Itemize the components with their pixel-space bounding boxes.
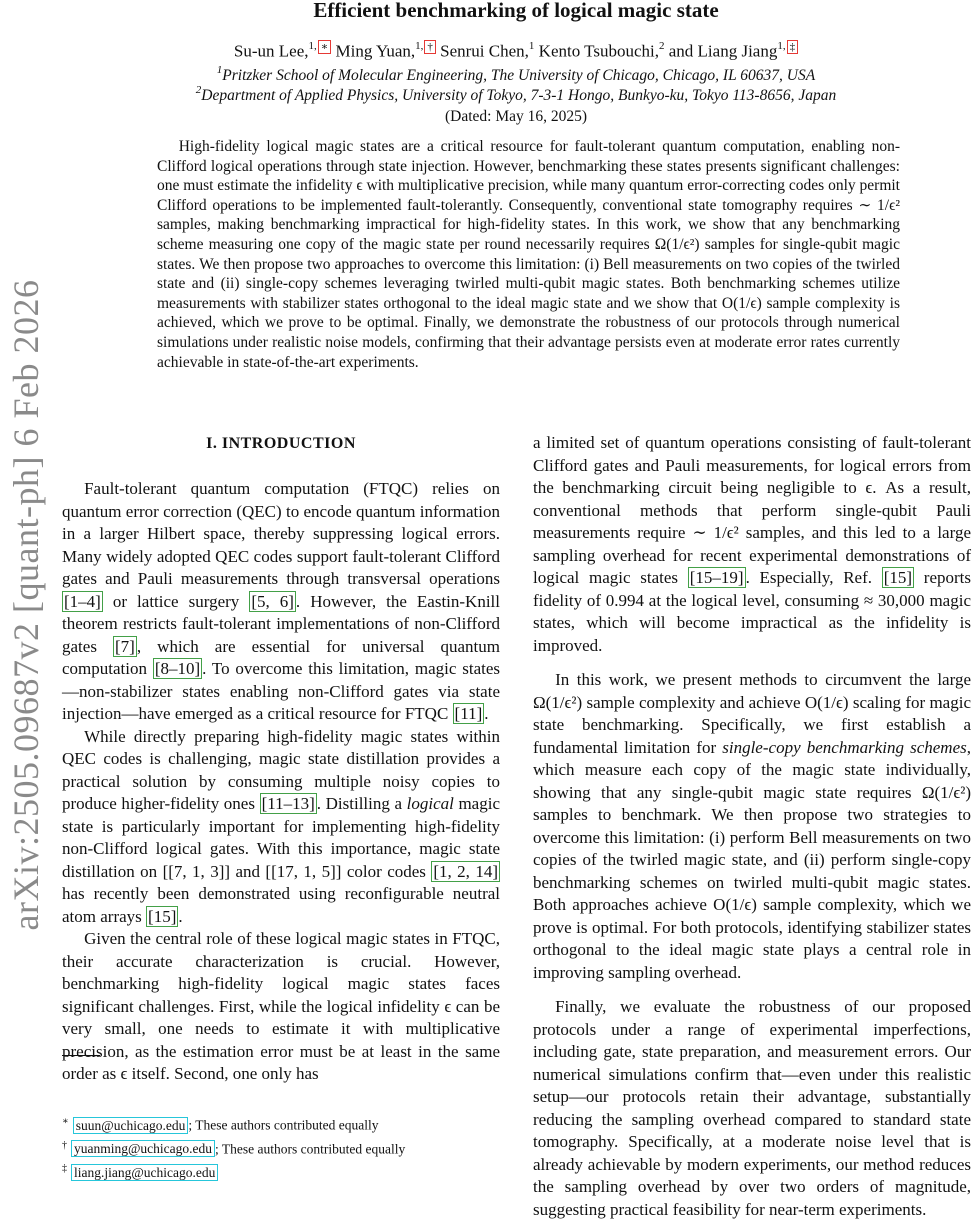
author-name: and Liang Jiang bbox=[668, 41, 778, 61]
footnote-text: ; These authors contributed equally bbox=[215, 1141, 406, 1156]
right-column bbox=[533, 432, 971, 1221]
text-run: . bbox=[178, 906, 183, 926]
author-footnote-link[interactable]: ∗ bbox=[318, 40, 331, 54]
footnote bbox=[62, 1112, 502, 1136]
author-name: Kento Tsubouchi, bbox=[538, 41, 659, 61]
abstract: High-fidelity logical magic states are a critical resource for fault-tolerant quantum computation, enabling non-Clifford logical operations through state injection. However, benchmarking these states presents significant challenges: one must estimate the infidelity ϵ with multiplicative precision, while many quantum error-correcting codes only permit Clifford operations to be implemented fault-tolerantly. Consequently, conventional state tomography requires ∼ 1/ϵ² samples, making benchmarking impractical for high-fidelity states. In this work, we show that any benchmarking scheme measuring one copy of the magic state per round necessarily requires Ω(1/ϵ²) samples for single-qubit magic states. We then propose two approaches to overcome this limitation: (i) Bell measurements on two copies of the twirled state and (ii) single-copy schemes leveraging twirled multi-qubit magic states. Both benchmarking schemes utilize measurements with stabilizer states orthogonal to the ideal magic state and we show that O(1/ϵ) sample complexity is achieved, which we prove to be optimal. Finally, we demonstrate the robustness of our protocols through numerical simulations under realistic noise models, confirming that their advantage persists even at moderate error rates currently achievable in state-of-the-art experiments. bbox=[157, 138, 900, 371]
section-heading: I. INTRODUCTION bbox=[206, 435, 356, 452]
author-affil-sup: 1, bbox=[777, 40, 786, 52]
author-name: Su-un Lee, bbox=[233, 41, 309, 61]
citation-link[interactable]: [11] bbox=[454, 704, 483, 723]
author-affil-sup: 2 bbox=[659, 40, 665, 52]
paragraph bbox=[533, 432, 971, 657]
footnotes bbox=[62, 1112, 502, 1183]
author-name: Senrui Chen, bbox=[440, 41, 529, 61]
affiliation-1 bbox=[60, 63, 972, 86]
text-run: . Especially, Ref. bbox=[745, 568, 882, 587]
text-run: a limited set of quantum operations consisting of fault-tolerant Clifford gates and Pauli measurements, for logical errors from the benchmarking circuit being negligible to ϵ. As a result, conventional methods that perform single-qubit Pauli measurements require ∼ 1/ϵ² samples, and this led to a large sampling overhead for recent experimental demonstrations of logical magic states bbox=[533, 433, 971, 587]
citation-link[interactable]: [7] bbox=[115, 636, 135, 656]
footnote bbox=[62, 1159, 502, 1183]
text-run: reports fidelity of 0.994 at the logical level, consuming ≈ 30,000 magic states, which will become impractical as the infidelity is improved. bbox=[533, 568, 971, 655]
email-link[interactable]: yuanming@uchicago.edu bbox=[71, 1140, 215, 1157]
footnote-symbol: ∗ bbox=[62, 1116, 69, 1127]
email-link[interactable]: suun@uchicago.edu bbox=[73, 1117, 189, 1134]
text-run: has recently been demonstrated using reconfigurable neutral atom arrays bbox=[62, 884, 500, 926]
footnote bbox=[62, 1136, 502, 1160]
affiliation-text: Department of Applied Physics, University of Tokyo, 7-3-1 Hongo, Bunkyo-ku, Tokyo 113-8656, Japan bbox=[201, 87, 837, 104]
citation-link[interactable]: [5, 6] bbox=[251, 591, 294, 611]
affiliation-text: Pritzker School of Molecular Engineering, The University of Chicago, Chicago, IL 60637, USA bbox=[222, 67, 816, 84]
emphasis-text: single-copy benchmarking schemes bbox=[722, 737, 967, 757]
author-list bbox=[60, 40, 972, 63]
affiliation-sup: 1 bbox=[216, 63, 223, 76]
text-run: . Distilling a bbox=[316, 794, 407, 813]
text-run: or lattice surgery bbox=[102, 591, 250, 611]
text-run: . To overcome this limitation, magic states—non-stabilizer states enabling non-Clifford gates via state injection—have emerged as a critical resource for FTQC bbox=[62, 659, 500, 723]
text-run: . However, the Eastin-Knill theorem restricts fault-tolerant implementations of non-Clifford gates bbox=[62, 591, 500, 656]
author-affil-sup: 1, bbox=[415, 40, 424, 52]
footnote-rule bbox=[62, 1055, 100, 1056]
paragraph: Finally, we evaluate the robustness of our proposed protocols under a range of experimental imperfections, including gate, state preparation, and measurement errors. Our numerical simulations confirm that—even under this realistic setup—our protocols retain their advantage, substantially reducing the sampling overhead compared to standard state tomography. Specifically, at a moderate noise level that is already achievable by modern experiments, our method reduces the sampling overhead by over two orders of magnitude, suggesting practical feasibility for near-term experiments. bbox=[533, 997, 971, 1219]
author-footnote-link[interactable]: † bbox=[424, 40, 436, 54]
citation-link[interactable]: [15] bbox=[148, 906, 177, 926]
citation-link[interactable]: [15–19] bbox=[689, 568, 744, 587]
footnote-symbol: † bbox=[62, 1139, 67, 1151]
paragraph bbox=[533, 669, 971, 984]
text-run: , which are essential for universal quantum computation bbox=[62, 636, 500, 678]
citation-link[interactable]: [1, 2, 14] bbox=[433, 861, 498, 881]
affiliation-2 bbox=[60, 83, 972, 106]
citation-link[interactable]: [15] bbox=[883, 568, 913, 587]
paragraph: Given the central role of these logical magic states in FTQC, their accurate characterization is crucial. However, benchmarking high-fidelity logical magic states faces significant challenges. First, while the logical infidelity ϵ can be very small, one needs to estimate it with multiplicative precision, as the estimation error must be at least in the same order as ϵ itself. Second, one only has bbox=[62, 929, 500, 1083]
text-run: While directly preparing high-fidelity magic states within QEC codes is challenging, magic state distillation provides a practical solution by consuming multiple noisy copies to produce higher-fidelity ones bbox=[62, 726, 500, 813]
paragraph bbox=[62, 478, 500, 726]
date-line: (Dated: May 16, 2025) bbox=[444, 108, 588, 125]
arxiv-identifier: arXiv:2505.09687v2 [quant-ph] 6 Feb 2026 bbox=[6, 279, 46, 931]
left-column bbox=[62, 430, 500, 1086]
arxiv-sidebar bbox=[0, 0, 48, 1200]
email-link[interactable]: liang.jiang@uchicago.edu bbox=[71, 1164, 218, 1181]
citation-link[interactable]: [8–10] bbox=[154, 659, 201, 678]
text-run: In this work, we present methods to circumvent the large Ω(1/ϵ²) sample complexity and achieve O(1/ϵ) scaling for magic state benchmarking. Specifically, we first establish a fundamental limitation for bbox=[533, 670, 971, 757]
author-name: Ming Yuan, bbox=[335, 41, 416, 61]
text-run: magic state is particularly important for implementing high-fidelity non-Clifford logical gates. With this importance, magic state distillation on [[7, 1, 3]] and [[17, 1, 5]] color codes bbox=[62, 794, 500, 881]
affiliation-sup: 2 bbox=[195, 83, 202, 96]
text-run: Fault-tolerant quantum computation (FTQC) relies on quantum error correction (QEC) to encode quantum information in a larger Hilbert space, thereby suppressing logical errors. Many widely adopted QEC codes support fault-tolerant Clifford gates and Pauli measurements through transversal operations bbox=[62, 479, 500, 588]
author-affil-sup: 1 bbox=[528, 40, 535, 52]
author-footnote-link[interactable]: ‡ bbox=[787, 40, 799, 54]
citation-link[interactable]: [11–13] bbox=[261, 794, 315, 813]
emphasis-text: logical bbox=[406, 794, 454, 813]
author-affil-sup: 1, bbox=[308, 40, 317, 52]
paper-title: Efficient benchmarking of logical magic state bbox=[313, 0, 719, 22]
footnote-symbol: ‡ bbox=[62, 1163, 67, 1174]
text-run: . bbox=[484, 704, 489, 723]
text-run: , which measure each copy of the magic state individually, showing that any single-qubit magic state requires Ω(1/ϵ²) samples to benchmark. We then propose two strategies to overcome this limitation: (i) perform Bell measurements on two copies of the twirled magic state, and (ii) perform single-copy benchmarking schemes on twirled multi-qubit magic states. Both approaches achieve O(1/ϵ) sample complexity, which we prove is optimal. For both protocols, identifying stabilizer states orthogonal to the ideal magic state plays a central role in improving sampling overhead. bbox=[533, 737, 971, 982]
footnote-text: ; These authors contributed equally bbox=[188, 1117, 379, 1133]
citation-link[interactable]: [1–4] bbox=[64, 591, 101, 611]
paragraph bbox=[62, 726, 500, 929]
